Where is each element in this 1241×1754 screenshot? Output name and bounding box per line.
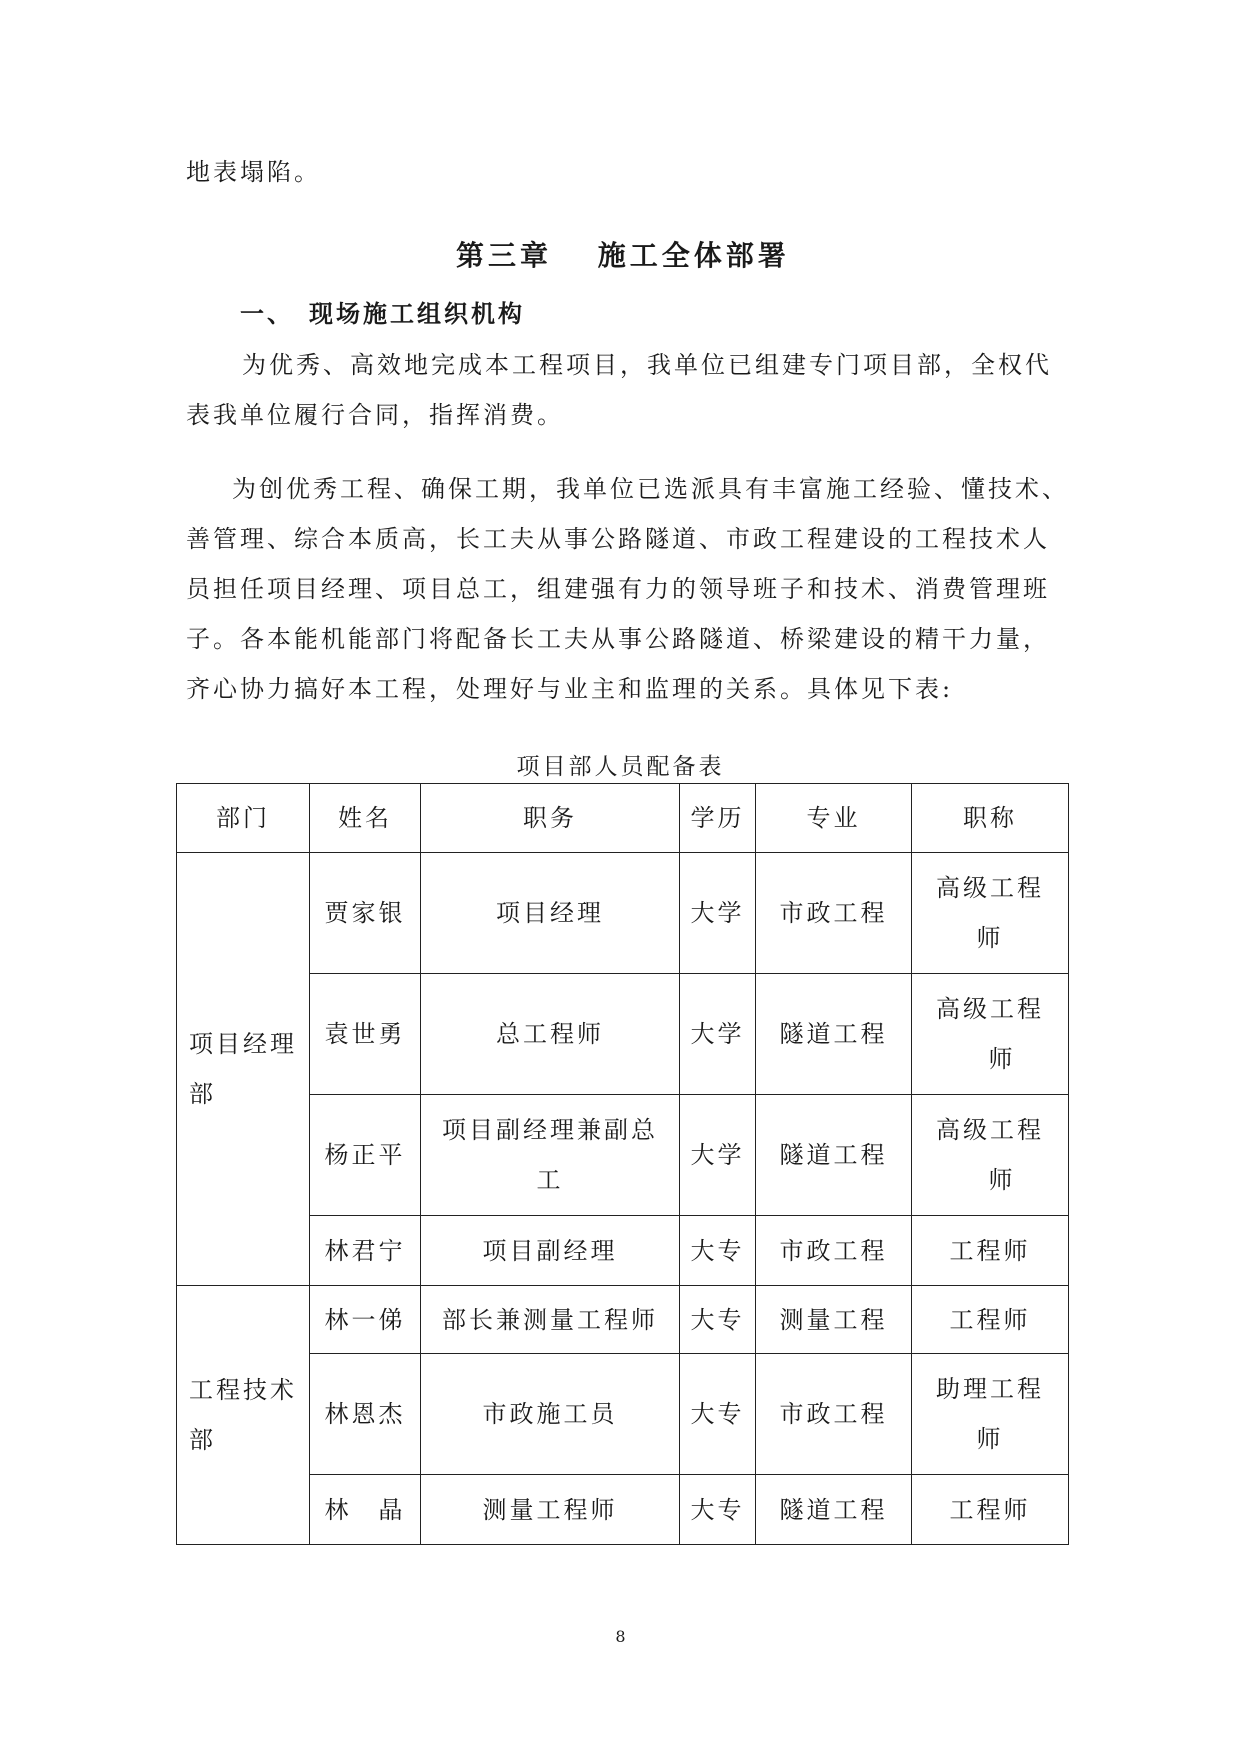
title-line: 助理工程 — [936, 1375, 1044, 1403]
table-header-row — [177, 784, 1069, 853]
position-line: 项目副经理兼副总 — [442, 1116, 658, 1144]
department-name-line: 项目经理 — [189, 1030, 297, 1058]
major-cell: 隧道工程 — [756, 1475, 912, 1545]
table-row — [177, 1286, 1069, 1354]
name-cell: 林恩杰 — [310, 1354, 421, 1475]
name-cell: 林君宁 — [310, 1216, 421, 1286]
paragraph-2-line-4: 子。各本能机能部门将配备长工夫从事公路隧道、桥梁建设的精干力量， — [186, 625, 1050, 653]
title-line: 高级工程 — [936, 1116, 1044, 1144]
major-cell: 隧道工程 — [756, 974, 912, 1095]
page-number: 8 — [615, 1627, 626, 1646]
position-cell: 测量工程师 — [421, 1475, 680, 1545]
major-cell: 市政工程 — [756, 1354, 912, 1475]
table-row — [177, 1475, 1069, 1545]
major-cell: 隧道工程 — [756, 1095, 912, 1216]
education-cell: 大学 — [680, 1095, 756, 1216]
title-line: 师 — [976, 1425, 1004, 1453]
title-line: 师 — [976, 924, 1004, 952]
major-cell: 市政工程 — [756, 1216, 912, 1286]
position-line: 总工程师 — [496, 1020, 604, 1048]
staff-table — [176, 783, 1069, 1545]
title-line: 高级工程 — [936, 874, 1044, 902]
paragraph-1-line-2: 表我单位履行合同，指挥消费。 — [186, 401, 564, 429]
chapter-title: 第三章 施工全体部署 — [456, 239, 790, 272]
education-cell: 大专 — [680, 1286, 756, 1354]
title-cell — [912, 1354, 1069, 1475]
paragraph-2-line-1: 为创优秀工程、确保工期，我单位已选派具有丰富施工经验、懂技术、 — [232, 475, 1069, 503]
title-cell — [912, 974, 1069, 1095]
education-cell: 大学 — [680, 974, 756, 1095]
department-name-line: 工程技术 — [189, 1376, 297, 1404]
department-cell — [177, 1286, 310, 1545]
title-line: 高级工程 — [936, 995, 1044, 1023]
table-row — [177, 1354, 1069, 1475]
paragraph-2-line-3: 员担任项目经理、项目总工，组建强有力的领导班子和技术、消费管理班 — [186, 575, 1050, 603]
section-title: 一、 现场施工组织机构 — [240, 299, 525, 328]
paragraph-1 — [186, 340, 1052, 440]
title-line: 师 — [988, 1166, 1016, 1194]
name-cell: 贾家银 — [310, 853, 421, 974]
title-cell: 工程师 — [912, 1286, 1069, 1354]
position-cell — [421, 853, 680, 974]
title-cell — [912, 1095, 1069, 1216]
table-caption: 项目部人员配备表 — [516, 754, 725, 780]
major-cell: 测量工程 — [756, 1286, 912, 1354]
header-major: 专业 — [756, 784, 912, 853]
name-cell: 杨正平 — [310, 1095, 421, 1216]
position-cell — [421, 974, 680, 1095]
title-cell: 工程师 — [912, 1216, 1069, 1286]
paragraph-2-line-2: 善管理、综合本质高，长工夫从事公路隧道、市政工程建设的工程技术人 — [186, 525, 1050, 553]
education-cell: 大专 — [680, 1354, 756, 1475]
name-cell: 林一俤 — [310, 1286, 421, 1354]
header-department: 部门 — [177, 784, 310, 853]
title-cell — [912, 853, 1069, 974]
paragraph-2-line-5: 齐心协力搞好本工程，处理好与业主和监理的关系。具体见下表: — [186, 675, 954, 703]
paragraph-2 — [186, 464, 1069, 714]
title-line: 师 — [988, 1045, 1016, 1073]
table-row — [177, 1216, 1069, 1286]
header-name: 姓名 — [310, 784, 421, 853]
department-name-line: 部 — [189, 1080, 216, 1108]
position-line: 工 — [536, 1166, 564, 1194]
top-text-line: 地表塌陷。 — [186, 158, 321, 186]
table-row — [177, 1095, 1069, 1216]
position-cell: 部长兼测量工程师 — [421, 1286, 680, 1354]
position-cell: 项目副经理 — [421, 1216, 680, 1286]
title-cell: 工程师 — [912, 1475, 1069, 1545]
education-cell: 大学 — [680, 853, 756, 974]
position-cell — [421, 1095, 680, 1216]
department-name-line: 部 — [189, 1426, 216, 1454]
position-line: 项目经理 — [496, 899, 604, 927]
table-row — [177, 853, 1069, 974]
position-cell: 市政施工员 — [421, 1354, 680, 1475]
department-cell — [177, 853, 310, 1286]
education-cell: 大专 — [680, 1475, 756, 1545]
header-education: 学历 — [680, 784, 756, 853]
header-position: 职务 — [421, 784, 680, 853]
paragraph-1-line-1: 为优秀、高效地完成本工程项目，我单位已组建专门项目部，全权代 — [242, 351, 1052, 379]
header-title: 职称 — [912, 784, 1069, 853]
name-cell: 袁世勇 — [310, 974, 421, 1095]
major-cell: 市政工程 — [756, 853, 912, 974]
name-cell: 林 晶 — [310, 1475, 421, 1545]
education-cell: 大专 — [680, 1216, 756, 1286]
table-row — [177, 974, 1069, 1095]
